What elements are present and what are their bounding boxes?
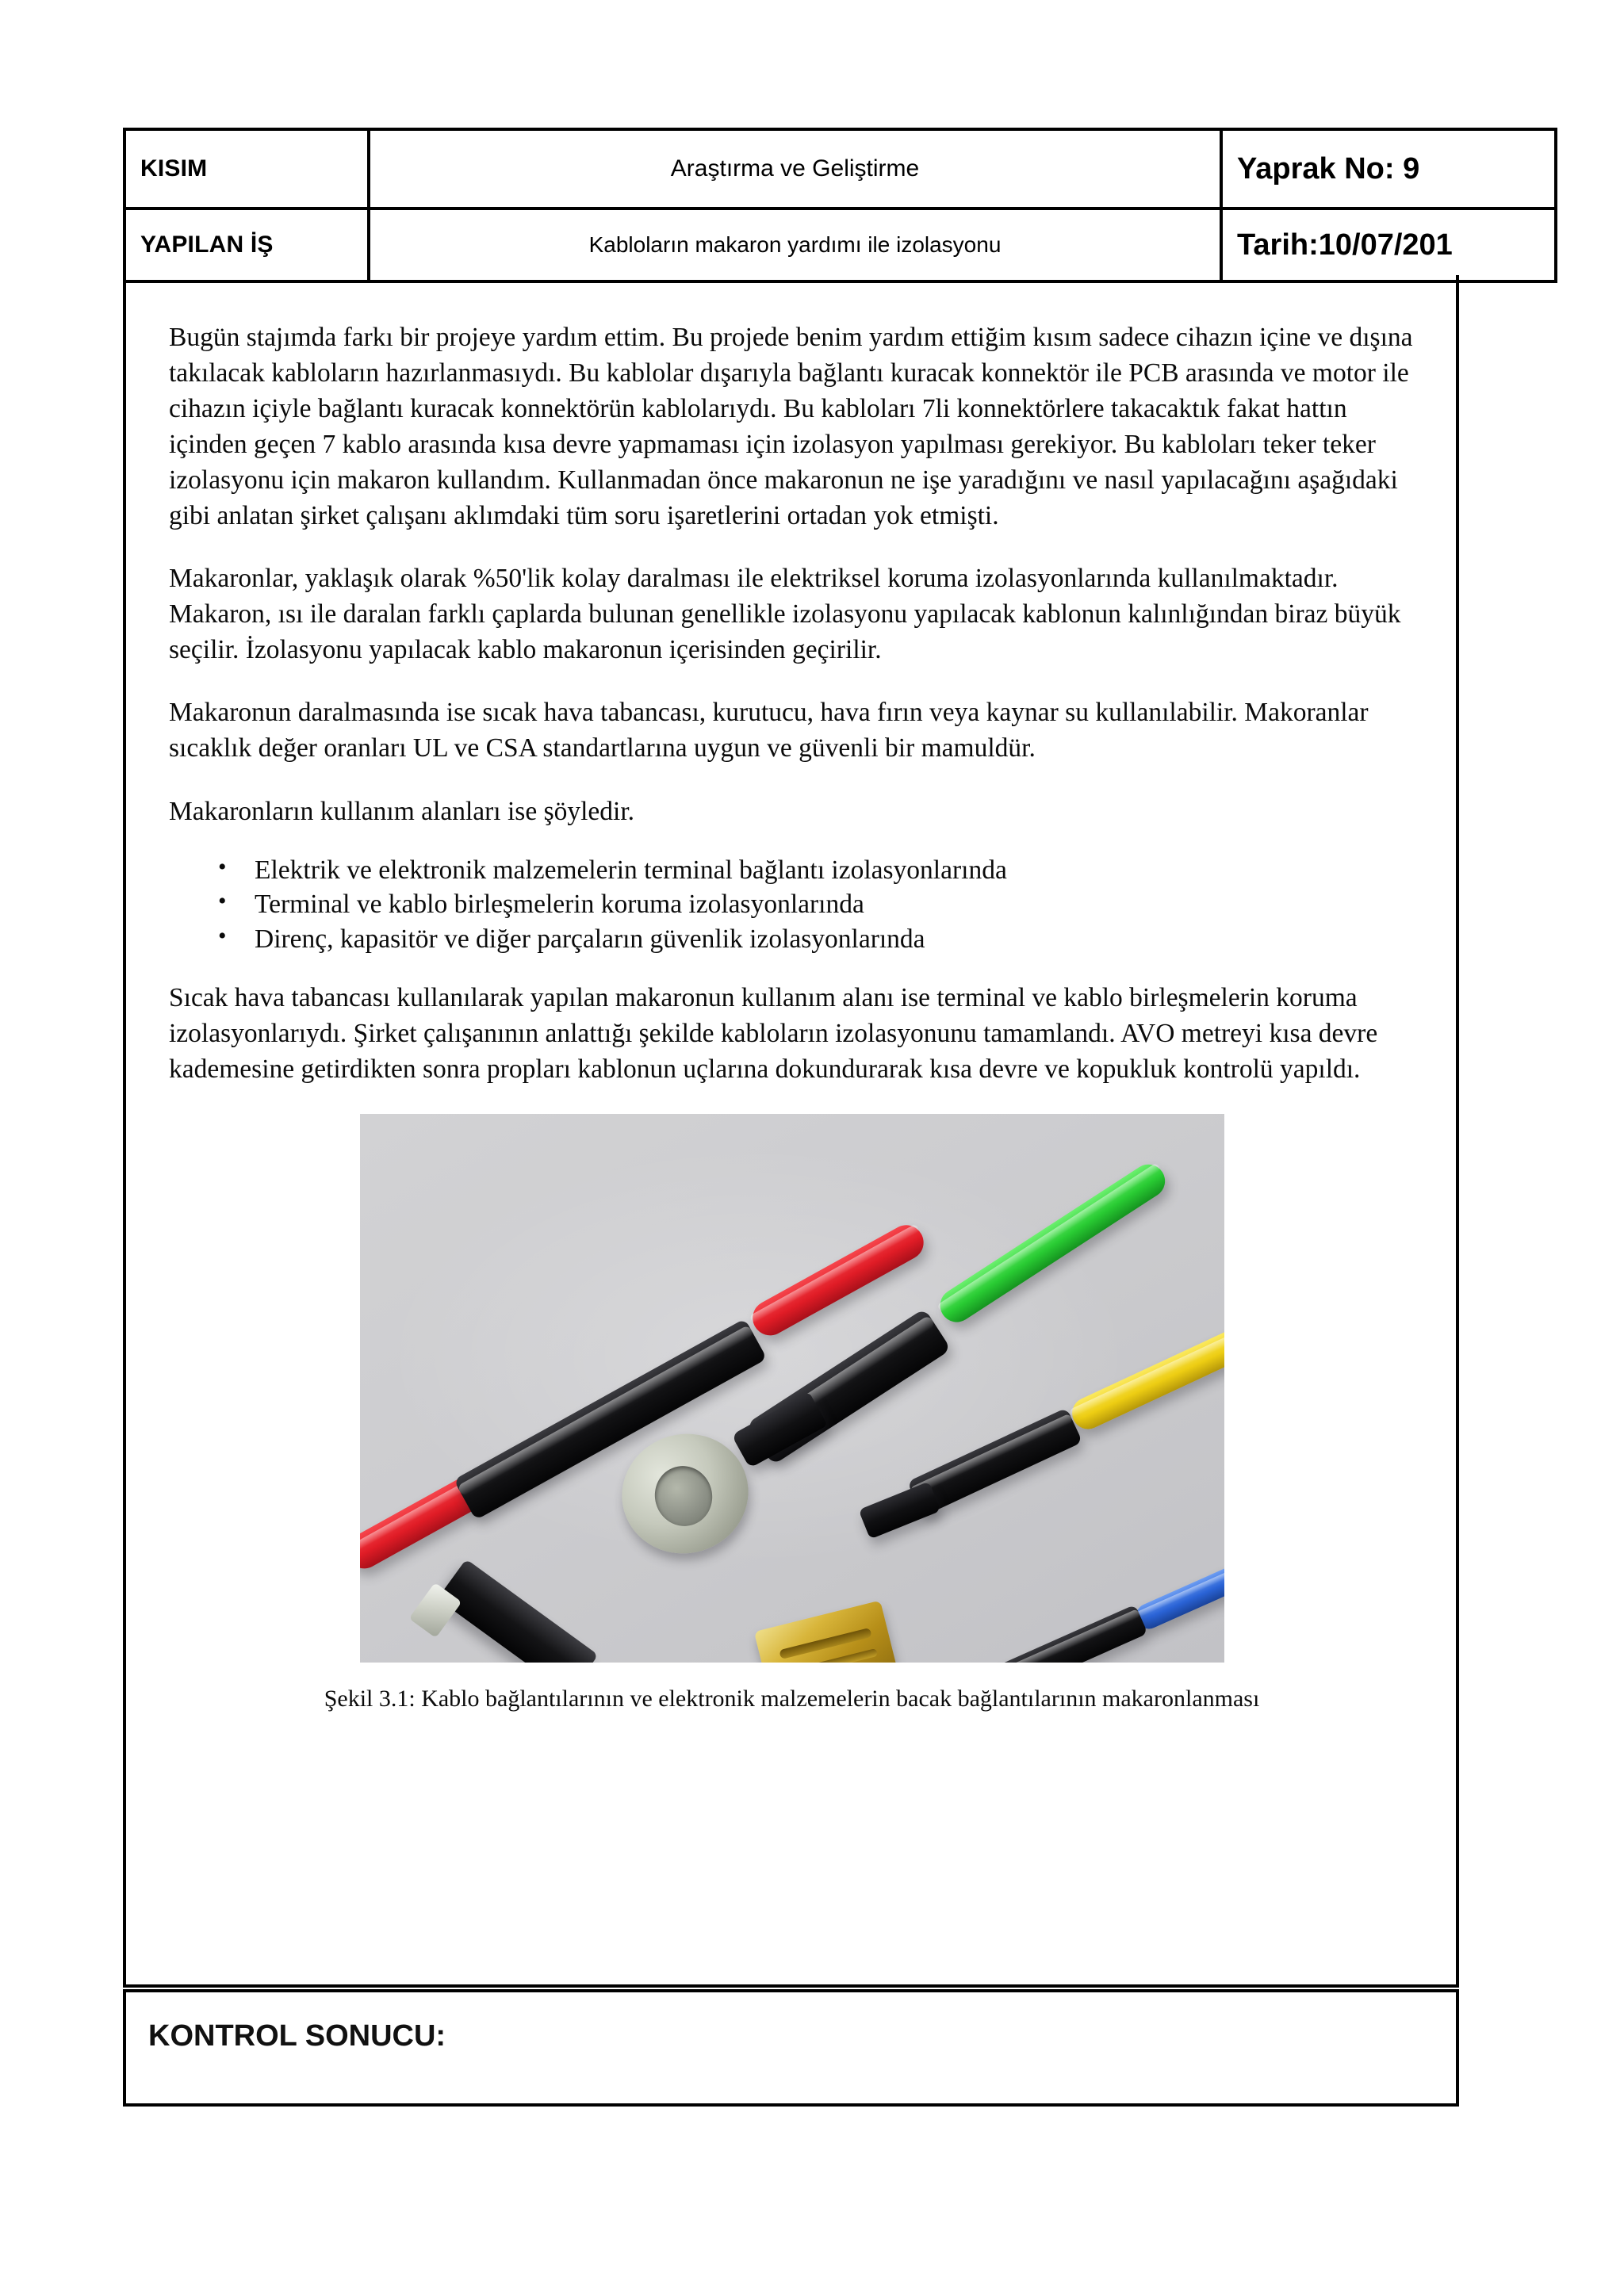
document-header-table (123, 128, 1557, 283)
heat-shrink-sleeve-blue (979, 1605, 1147, 1663)
bullet-icon: • (218, 853, 227, 880)
yaprak-no: Yaprak No: 9 (1221, 129, 1556, 209)
list-item (218, 922, 1415, 957)
heat-shrink-taper-yellow (858, 1482, 940, 1540)
bullet-icon: • (218, 922, 227, 949)
list-item (218, 853, 1415, 888)
paragraph-2: Makaronlar, yaklaşık olarak %50'lik kolay daralması ile elektriksel koruma izolasyonlarında kullanılmaktadır. Makaron, ısı ile daralan farklı çaplarda bulunan genellikle izolasyonu yapılacak kablonun kalınlığından biraz büyük seçilir. İzolasyonu yapılacak kablo makaronun içerisinden geçirilir. (169, 564, 1401, 665)
figure-block (169, 1114, 1415, 1714)
document-page (123, 128, 1459, 2110)
list-item-label: Direnç, kapasitör ve diğer parçaların güvenlik izolasyonlarında (255, 924, 925, 954)
document-body-content (123, 278, 1459, 1987)
list-item-label: Elektrik ve elektronik malzemelerin terminal bağlantı izolasyonlarında (255, 855, 1007, 885)
paragraph-5: Sıcak hava tabancası kullanılarak yapılan makaronun kullanım alanı ise terminal ve kablo birleşmelerin koruma izolasyonlarıydı. Şirket çalışanının anlattığı şekilde kabloların izolasyonunu tamamlandı. AVO metreyi kısa devre kademesine getirdikten sonra propları kablonun uçlarına dokundurarak kısa devre ve kopukluk kontrolü yapıldı. (169, 983, 1378, 1085)
tarih-value: Tarih:10/07/201 (1221, 209, 1556, 281)
yapilan-is-label: YAPILAN İŞ (124, 209, 369, 281)
header-row-kisim (124, 129, 1556, 209)
yapilan-is-value: Kabloların makaron yardımı ile izolasyonu (369, 209, 1221, 281)
list-item (218, 887, 1415, 922)
figure-caption: Şekil 3.1: Kablo bağlantılarının ve elektronik malzemelerin bacak bağlantılarının makaronlanması (324, 1686, 1260, 1712)
paragraph-4: Makaronların kullanım alanları ise şöyledir. (169, 796, 635, 826)
kisim-value: Araştırma ve Geliştirme (369, 129, 1221, 209)
kontrol-sonucu-box (123, 1989, 1459, 2107)
kisim-label: KISIM (124, 129, 369, 209)
green-cable (933, 1158, 1171, 1329)
yellow-cable (1067, 1326, 1224, 1435)
bullet-icon: • (218, 888, 227, 915)
figure-photo (360, 1114, 1224, 1663)
header-row-yapilan-is (124, 209, 1556, 281)
kontrol-sonucu-label: KONTROL SONUCU: (148, 2019, 446, 2053)
paragraph-3: Makaronun daralmasında ise sıcak hava tabancası, kurutucu, hava fırın veya kaynar su kullanılabilir. Makoranlar sıcaklık değer oranları UL ve CSA standartlarına uygun ve güvenli bir mamuldür. (169, 698, 1369, 763)
butt-splice-connector (437, 1559, 598, 1663)
paragraph-1: Bugün stajımda farkı bir projeye yardım ettim. Bu projede benim yardım ettiğim kısım sadece cihazın içine ve dışına takılacak kabloların hazırlanmasıydı. Bu kablolar dışarıyla bağlantı kuracak konnektör ile PCB arasında ve motor ile cihazın içiyle bağlantı kuracak konnektörün kablolarıydı. Bu kabloları 7li konnektörlere takacaktık fakat hattın içinden geçen 7 kablo arasında kısa devre yapmaması için izolasyon yapılması gerekiyor. Bu kabloları teker teker izolasyonu için makaron kullandım. Kullanmadan önce makaronun ne işe yaradığını ve nasıl yapılacağını aşağıdaki gibi anlatan şirket çalışanı aklımdaki tüm soru işaretlerini ortadan yok etmişti. (169, 323, 1413, 531)
list-item-label: Terminal ve kablo birleşmelerin koruma izolasyonlarında (255, 890, 864, 920)
usage-areas-list (169, 853, 1415, 957)
blue-cable (1132, 1562, 1224, 1633)
